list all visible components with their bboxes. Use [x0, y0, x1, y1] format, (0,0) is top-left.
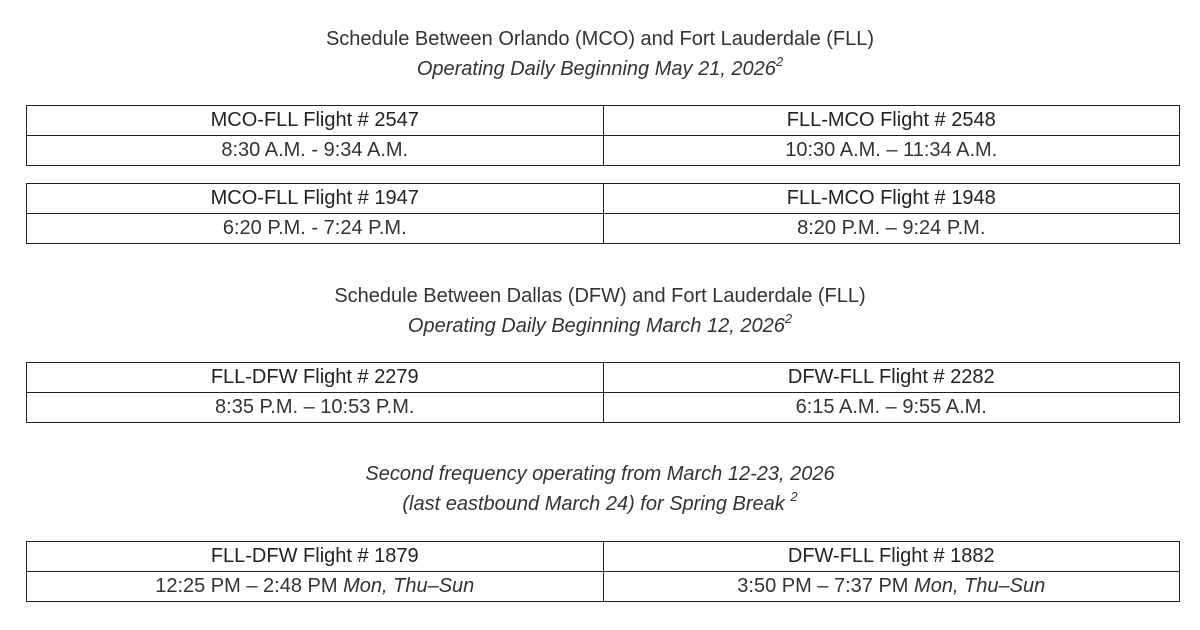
flight-days-right: Mon, Thu–Sun: [914, 575, 1046, 597]
flight-time-left-hours: 12:25 PM – 2:48 PM: [155, 575, 338, 597]
flight-time-right-hours: 3:50 PM – 7:37 PM: [737, 575, 909, 597]
flight-header-right: DFW-FLL Flight # 1882: [603, 542, 1180, 572]
section2-subtitle-text: Operating Daily Beginning March 12, 2026: [407, 315, 785, 337]
schedule-table-mco-fll-1947: [26, 183, 1180, 244]
flight-time-right: 10:30 A.M. – 11:34 A.M.: [603, 136, 1180, 166]
section2-footnote-marker: 2: [784, 311, 793, 327]
flight-time-right: 6:15 A.M. – 9:55 A.M.: [603, 393, 1180, 423]
flight-header-left: MCO-FLL Flight # 2547: [27, 106, 604, 136]
schedule-table-mco-fll-2547: [26, 105, 1180, 166]
section2-subtitle: [0, 311, 1200, 341]
flight-time-right: [603, 572, 1180, 602]
section3-line2: [0, 489, 1200, 519]
schedule-table-fll-dfw-1879: [26, 541, 1180, 602]
flight-time-left: [27, 572, 604, 602]
flight-header-left: FLL-DFW Flight # 2279: [27, 363, 604, 393]
section3-line2-text: (last eastbound March 24) for Spring Break: [402, 493, 785, 515]
flight-time-left: 8:30 A.M. - 9:34 A.M.: [27, 136, 604, 166]
section3-line1: Second frequency operating from March 12-23, 2026: [365, 463, 835, 485]
flight-time-right: 8:20 P.M. – 9:24 P.M.: [603, 214, 1180, 244]
section2-title: Schedule Between Dallas (DFW) and Fort Lauderdale (FLL): [334, 285, 866, 307]
flight-time-left: 6:20 P.M. - 7:24 P.M.: [27, 214, 604, 244]
flight-header-right: FLL-MCO Flight # 1948: [603, 184, 1180, 214]
flight-header-left: FLL-DFW Flight # 1879: [27, 542, 604, 572]
flight-header-right: FLL-MCO Flight # 2548: [603, 106, 1180, 136]
schedule-table-fll-dfw-2279: [26, 362, 1180, 423]
flight-header-left: MCO-FLL Flight # 1947: [27, 184, 604, 214]
section1-title: Schedule Between Orlando (MCO) and Fort Lauderdale (FLL): [325, 28, 875, 50]
flight-days-left: Mon, Thu–Sun: [343, 575, 475, 597]
section3-footnote-marker: 2: [790, 489, 798, 505]
flight-header-right: DFW-FLL Flight # 2282: [603, 363, 1180, 393]
section1-subtitle: [0, 54, 1200, 84]
flight-time-left: 8:35 P.M. – 10:53 P.M.: [27, 393, 604, 423]
section1-footnote-marker: 2: [775, 54, 784, 70]
section1-subtitle-text: Operating Daily Beginning May 21, 2026: [416, 58, 776, 80]
